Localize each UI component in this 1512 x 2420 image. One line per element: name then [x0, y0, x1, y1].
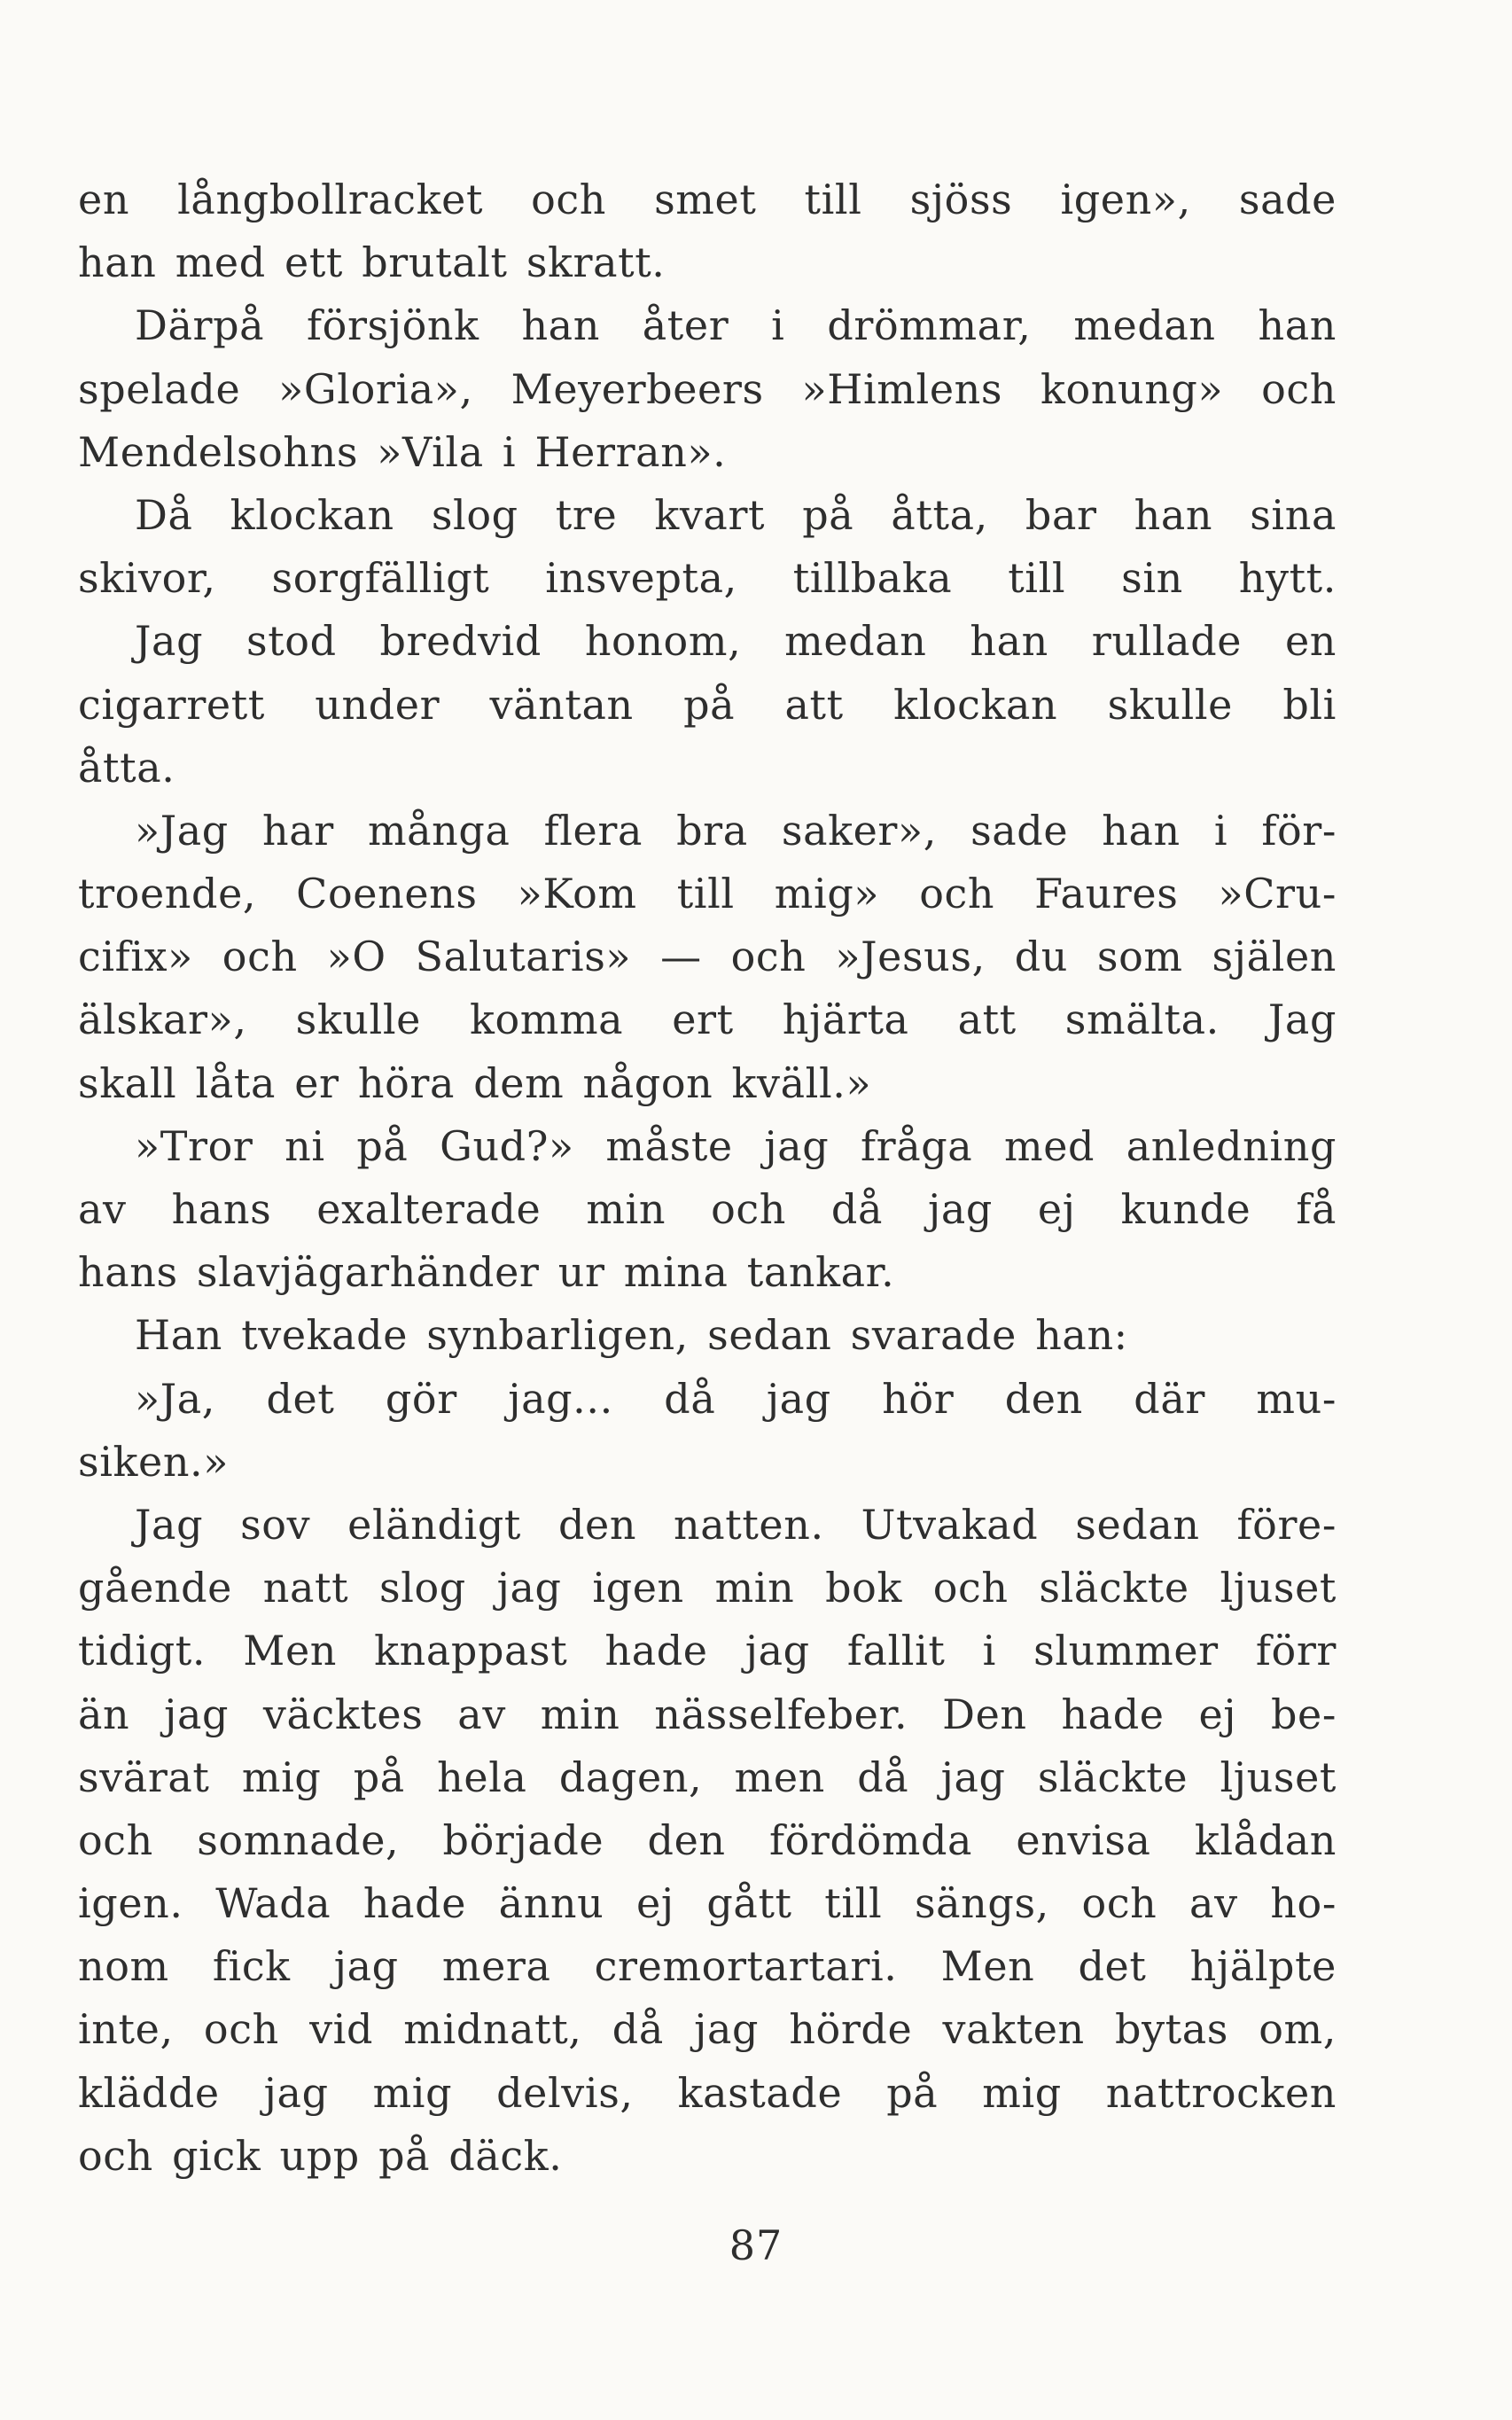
text-line: nom fick jag mera cremortartari. Men det hjälpte — [78, 1942, 1337, 1991]
text-line: och gick upp på däck. — [78, 2131, 563, 2180]
text-line: han med ett brutalt skratt. — [78, 238, 666, 287]
text-line: igen. Wada hade ännu ej gått till sängs, och av ho- — [78, 1879, 1337, 1928]
text-line: siken.» — [78, 1437, 230, 1486]
text-line: spelade »Gloria», Meyerbeers »Himlens konung» och — [78, 364, 1337, 413]
text-line: klädde jag mig delvis, kastade på mig nattrocken — [78, 2068, 1337, 2117]
text-line: skivor, sorgfälligt insvepta, tillbaka till sin hytt. — [78, 554, 1337, 603]
text-line: älskar», skulle komma ert hjärta att smälta. Jag — [78, 995, 1337, 1044]
text-line: tidigt. Men knappast hade jag fallit i slummer förr — [78, 1627, 1337, 1675]
text-line: inte, och vid midnatt, då jag hörde vakten bytas om, — [78, 2005, 1337, 2054]
text-line: en långbollracket och smet till sjöss igen», sade — [78, 176, 1337, 223]
text-line: »Ja, det gör jag... då jag hör den där mu- — [135, 1374, 1337, 1423]
text-line: »Jag har många flera bra saker», sade han i för- — [135, 806, 1337, 855]
text-line: Jag stod bredvid honom, medan han rullade en — [135, 617, 1337, 666]
text-line: Då klockan slog tre kvart på åtta, bar han sina — [135, 490, 1337, 539]
text-line: cigarrett under väntan på att klockan skulle bli — [78, 680, 1337, 729]
text-line: åtta. — [78, 743, 175, 792]
text-line: Jag sov eländigt den natten. Utvakad sedan före- — [135, 1500, 1337, 1549]
text-line: skall låta er höra dem någon kväll.» — [78, 1058, 872, 1107]
text-line: Han tvekade synbarligen, sedan svarade han: — [135, 1311, 1128, 1360]
text-line: cifix» och »O Salutaris» — och »Jesus, du som själen — [78, 933, 1337, 981]
text-line: hans slavjägarhänder ur mina tankar. — [78, 1248, 895, 1297]
body-text — [78, 168, 1337, 2188]
text-line: och somnade, började den fördömda envisa klådan — [78, 1815, 1337, 1864]
text-line: gående natt slog jag igen min bok och släckte ljuset — [78, 1564, 1337, 1612]
page-number: 87 — [729, 2221, 783, 2269]
text-line: Därpå försjönk han åter i drömmar, medan han — [135, 301, 1337, 350]
text-line: än jag väcktes av min nässelfeber. Den hade ej be- — [78, 1690, 1337, 1738]
text-line: »Tror ni på Gud?» måste jag fråga med anledning — [135, 1121, 1337, 1170]
text-line: svärat mig på hela dagen, men då jag släckte ljuset — [78, 1753, 1337, 1801]
text-line: troende, Coenens »Kom till mig» och Faures »Cru- — [78, 870, 1337, 918]
text-line: Mendelsohns »Vila i Herran». — [78, 427, 727, 476]
text-line: av hans exalterade min och då jag ej kunde få — [78, 1185, 1337, 1233]
